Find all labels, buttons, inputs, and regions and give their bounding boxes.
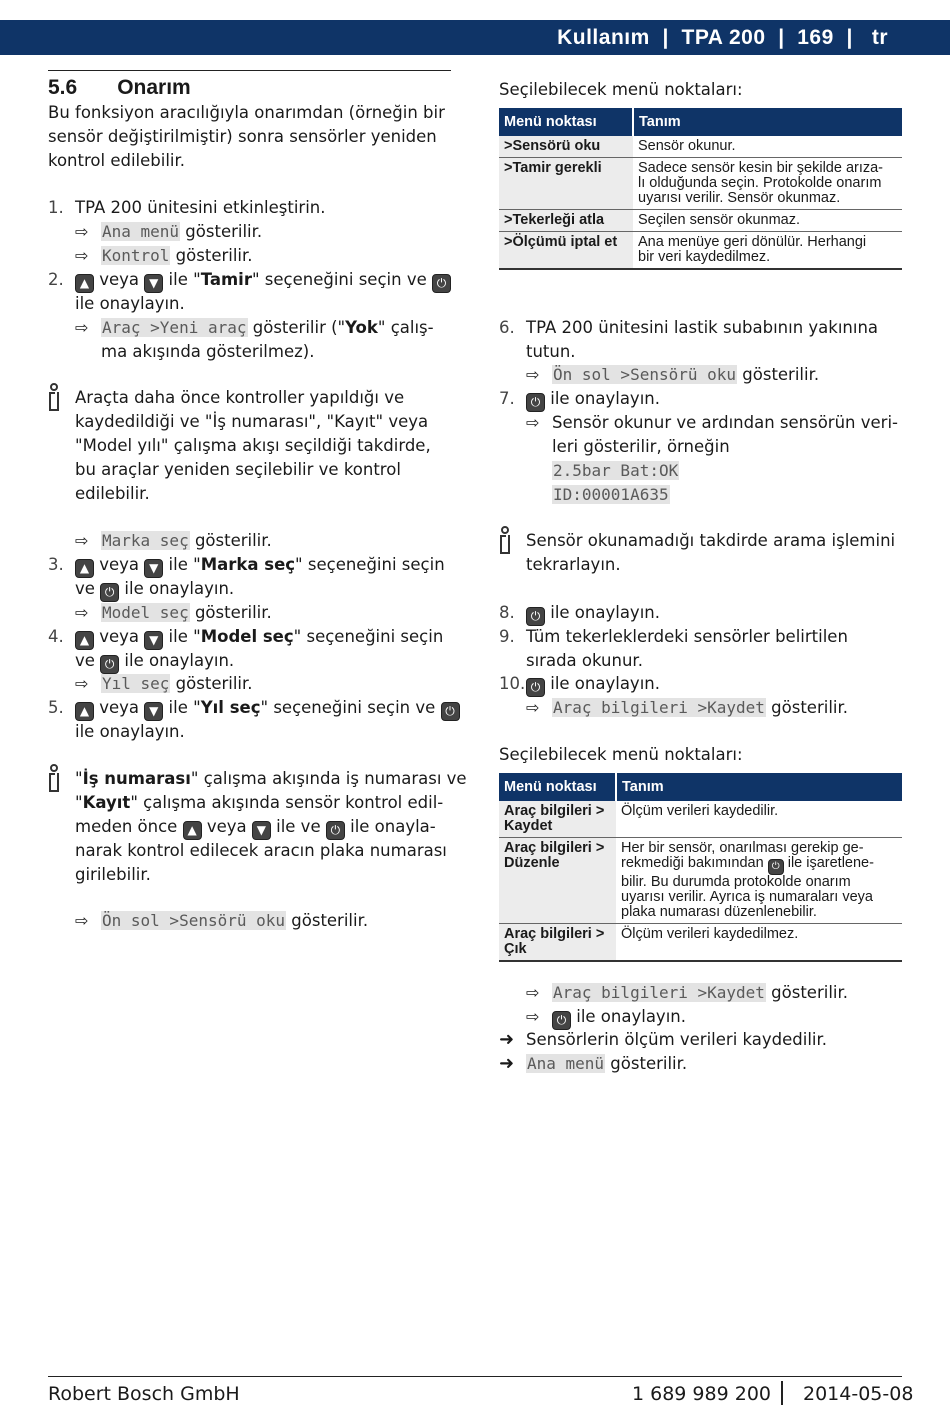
display-text: Araç bilgileri >Kaydet xyxy=(553,698,765,717)
result-arrow-icon: ⇨ xyxy=(526,983,540,1002)
table-cell: Araç bilgileri > Çık xyxy=(499,924,616,962)
footer-rule xyxy=(48,1376,902,1377)
step-number: 3. xyxy=(48,555,64,574)
step-text: ⏻ ile onaylayın. xyxy=(526,601,660,626)
footer-company: Robert Bosch GmbH xyxy=(48,1383,240,1405)
step-number: 10. xyxy=(499,674,526,693)
note-line: "İş numarası" çalışma akışında iş numarası ve xyxy=(75,769,467,788)
header-text: Kullanım | TPA 200 | 169 | tr xyxy=(557,26,888,49)
final-result-arrow-icon: ➜ xyxy=(499,1053,515,1074)
table-cell: Araç bilgileri > Düzenle xyxy=(499,838,616,924)
note-line: narak kontrol edilecek aracın plaka numarası xyxy=(75,841,447,860)
ok-button-icon: ⏻ xyxy=(526,607,545,626)
note-line: bu araçlar yeniden seçilebilir ve kontrol xyxy=(75,460,401,479)
display-text: Ön sol >Sensörü oku xyxy=(553,365,737,384)
table-cell: Sadece sensör kesin bir şekilde arıza- lı olduğunda seçin. Protokolde onarım uyarısı verilir. Sensör okunmaz. xyxy=(633,158,902,210)
note-line: "Model yılı" çalışma akışı seçildiği takdirde, xyxy=(75,436,431,455)
table-cell: >Tamir gerekli xyxy=(499,158,633,210)
result-line: Ana menü gösterilir. xyxy=(102,222,263,241)
step-number: 5. xyxy=(48,698,64,717)
table-cell: Her bir sensör, onarılması gerekip ge- rekmediği bakımından ⏻ ile işaretlene- bilir. Bu durumda protokolde onarım uyarısı verilir. Ayrıca iş numaraları veya plaka numarası düzenlenebilir. xyxy=(616,838,902,924)
section-rule xyxy=(48,70,451,71)
note-line: Sensör okunamadığı takdirde arama işlemini xyxy=(526,531,896,550)
table-cell: >Sensörü oku xyxy=(499,136,633,158)
table-row xyxy=(499,838,902,924)
footer-divider xyxy=(781,1381,783,1405)
info-icon xyxy=(46,383,62,411)
table-row xyxy=(499,136,902,158)
footer-partno: 1 689 989 200 xyxy=(632,1383,772,1405)
display-text: Kontrol xyxy=(102,246,170,265)
table-cell: Ölçüm verileri kaydedilmez. xyxy=(616,924,902,962)
result-line xyxy=(552,459,679,483)
menu-table-2 xyxy=(499,773,902,962)
ok-button-icon: ⏻ xyxy=(432,274,451,293)
step-text: sırada okunur. xyxy=(526,651,643,670)
step-text: ⏻ ile onaylayın. xyxy=(526,672,660,697)
intro-line: kontrol edilebilir. xyxy=(48,151,186,170)
step-text: ile onaylayın. xyxy=(75,722,185,741)
table-row xyxy=(499,924,902,962)
result-line: Yıl seç gösterilir. xyxy=(102,674,253,693)
arrow-down-button-icon: ▼ xyxy=(144,702,163,721)
step-text: ▲ veya ▼ ile "Tamir" seçeneğini seçin ve ⏻ xyxy=(75,268,451,293)
table-cell: Ana menüye geri dönülür. Herhangi bir veri kaydedilmez. xyxy=(633,232,902,270)
table-cell: Seçilen sensör okunmaz. xyxy=(633,210,902,232)
step-text: ve ⏻ ile onaylayın. xyxy=(75,577,234,602)
result-arrow-icon: ⇨ xyxy=(75,246,89,265)
result-arrow-icon: ⇨ xyxy=(75,318,89,337)
result-line: Araç bilgileri >Kaydet gösterilir. xyxy=(553,983,849,1002)
display-text: Model seç xyxy=(102,603,189,622)
table-cell: Sensör okunur. xyxy=(633,136,902,158)
step-text: ▲ veya ▼ ile "Model seç" seçeneğini seçin xyxy=(75,625,443,650)
menu-table-1 xyxy=(499,108,902,270)
result-arrow-icon: ⇨ xyxy=(75,222,89,241)
table-caption: Seçilebilecek menü noktaları: xyxy=(499,80,743,99)
note-line: "Kayıt" çalışma akışında sensör kontrol edil- xyxy=(75,793,444,812)
table-header: Tanım xyxy=(616,773,902,801)
note-line: meden önce ▲ veya ▼ ile ve ⏻ ile onayla- xyxy=(75,815,436,840)
info-icon xyxy=(497,526,513,554)
ok-button-icon: ⏻ xyxy=(768,859,784,875)
result-line: Araç bilgileri >Kaydet gösterilir. xyxy=(553,698,849,717)
footer-date: 2014-05-08 xyxy=(803,1383,914,1405)
display-text: Marka seç xyxy=(102,531,189,550)
display-text: 2.5bar Bat:OK xyxy=(553,461,679,480)
display-text: Yıl seç xyxy=(102,674,170,693)
step-text: ile onaylayın. xyxy=(75,294,185,313)
table-cell: >Ölçümü iptal et xyxy=(499,232,633,270)
step-text: ▲ veya ▼ ile "Marka seç" seçeneğini seçin xyxy=(75,553,445,578)
arrow-up-button-icon: ▲ xyxy=(75,559,94,578)
final-result-arrow-icon: ➜ xyxy=(499,1029,515,1050)
table-header: Menü noktası xyxy=(499,773,616,801)
table-header: Menü noktası xyxy=(499,108,633,136)
display-text: Ana menü xyxy=(527,1054,605,1073)
result-line: Araç >Yeni araç gösterilir ("Yok" çalış- xyxy=(102,318,434,337)
display-text: Araç >Yeni araç xyxy=(102,318,247,337)
display-text: Araç bilgileri >Kaydet xyxy=(553,983,765,1002)
ok-button-icon: ⏻ xyxy=(526,393,545,412)
step-text: ve ⏻ ile onaylayın. xyxy=(75,649,234,674)
result-arrow-icon: ⇨ xyxy=(75,531,89,550)
ok-button-icon: ⏻ xyxy=(552,1011,571,1030)
table-cell: >Tekerleği atla xyxy=(499,210,633,232)
ok-button-icon: ⏻ xyxy=(100,655,119,674)
step-number: 9. xyxy=(499,627,515,646)
result-line: Ön sol >Sensörü oku gösterilir. xyxy=(553,365,820,384)
result-line xyxy=(552,483,670,507)
result-arrow-icon: ⇨ xyxy=(526,698,540,717)
arrow-down-button-icon: ▼ xyxy=(144,274,163,293)
page-header xyxy=(0,20,950,55)
result-arrow-icon: ⇨ xyxy=(526,1007,540,1026)
step-text: TPA 200 ünitesini etkinleştirin. xyxy=(75,198,326,217)
step-number: 2. xyxy=(48,270,64,289)
table-row xyxy=(499,210,902,232)
note-line: tekrarlayın. xyxy=(526,555,621,574)
result-arrow-icon: ⇨ xyxy=(526,365,540,384)
result-line: Model seç gösterilir. xyxy=(102,603,272,622)
step-text: ▲ veya ▼ ile "Yıl seç" seçeneğini seçin ve ⏻ xyxy=(75,696,460,721)
step-number: 8. xyxy=(499,603,515,622)
display-text: Ana menü xyxy=(102,222,180,241)
arrow-down-button-icon: ▼ xyxy=(252,821,271,840)
result-arrow-icon: ⇨ xyxy=(526,413,540,432)
result-arrow-icon: ⇨ xyxy=(75,911,89,930)
step-text: ⏻ ile onaylayın. xyxy=(526,387,660,412)
result-arrow-icon: ⇨ xyxy=(75,674,89,693)
table-header: Tanım xyxy=(633,108,902,136)
result-line: Ön sol >Sensörü oku gösterilir. xyxy=(102,911,369,930)
result-line: leri gösterilir, örneğin xyxy=(552,437,730,456)
arrow-up-button-icon: ▲ xyxy=(75,631,94,650)
table-row xyxy=(499,232,902,270)
arrow-up-button-icon: ▲ xyxy=(75,702,94,721)
step-text: Tüm tekerleklerdeki sensörler belirtilen xyxy=(526,627,848,646)
section-heading: 5.6 Onarım xyxy=(48,76,191,99)
arrow-up-button-icon: ▲ xyxy=(183,821,202,840)
note-line: kaydedildiği ve "İş numarası", "Kayıt" veya xyxy=(75,412,429,431)
ok-button-icon: ⏻ xyxy=(326,821,345,840)
step-number: 4. xyxy=(48,627,64,646)
table-caption: Seçilebilecek menü noktaları: xyxy=(499,745,743,764)
step-number: 7. xyxy=(499,389,515,408)
intro-line: Bu fonksiyon aracılığıyla onarımdan (örneğin bir xyxy=(48,103,445,122)
ok-button-icon: ⏻ xyxy=(441,702,460,721)
display-text: Ön sol >Sensörü oku xyxy=(102,911,286,930)
info-icon xyxy=(46,764,62,792)
table-row xyxy=(499,801,902,838)
final-result: Ana menü gösterilir. xyxy=(527,1054,688,1073)
step-number: 6. xyxy=(499,318,515,337)
ok-button-icon: ⏻ xyxy=(100,583,119,602)
step-text: TPA 200 ünitesini lastik subabının yakınına xyxy=(526,318,879,337)
final-result: Sensörlerin ölçüm verileri kaydedilir. xyxy=(526,1030,828,1049)
step-text: tutun. xyxy=(526,342,576,361)
note-line: edilebilir. xyxy=(75,484,150,503)
note-line: Araçta daha önce kontroller yapıldığı ve xyxy=(75,388,405,407)
result-line: Sensör okunur ve ardından sensörün veri- xyxy=(552,413,898,432)
arrow-up-button-icon: ▲ xyxy=(75,274,94,293)
result-line: Marka seç gösterilir. xyxy=(102,531,272,550)
table-row xyxy=(499,158,902,210)
table-cell: Araç bilgileri > Kaydet xyxy=(499,801,616,838)
result-arrow-icon: ⇨ xyxy=(75,603,89,622)
result-line: ma akışında gösterilmez). xyxy=(101,342,315,361)
step-number: 1. xyxy=(48,198,64,217)
display-text: ID:00001A635 xyxy=(553,485,669,504)
table-cell: Ölçüm verileri kaydedilir. xyxy=(616,801,902,838)
ok-button-icon: ⏻ xyxy=(526,678,545,697)
result-line: ⏻ ile onaylayın. xyxy=(552,1005,686,1030)
arrow-down-button-icon: ▼ xyxy=(144,631,163,650)
result-line: Kontrol gösterilir. xyxy=(102,246,253,265)
note-line: girilebilir. xyxy=(75,865,151,884)
arrow-down-button-icon: ▼ xyxy=(144,559,163,578)
intro-line: sensör değiştirilmiştir) sonra sensörler yeniden xyxy=(48,127,437,146)
